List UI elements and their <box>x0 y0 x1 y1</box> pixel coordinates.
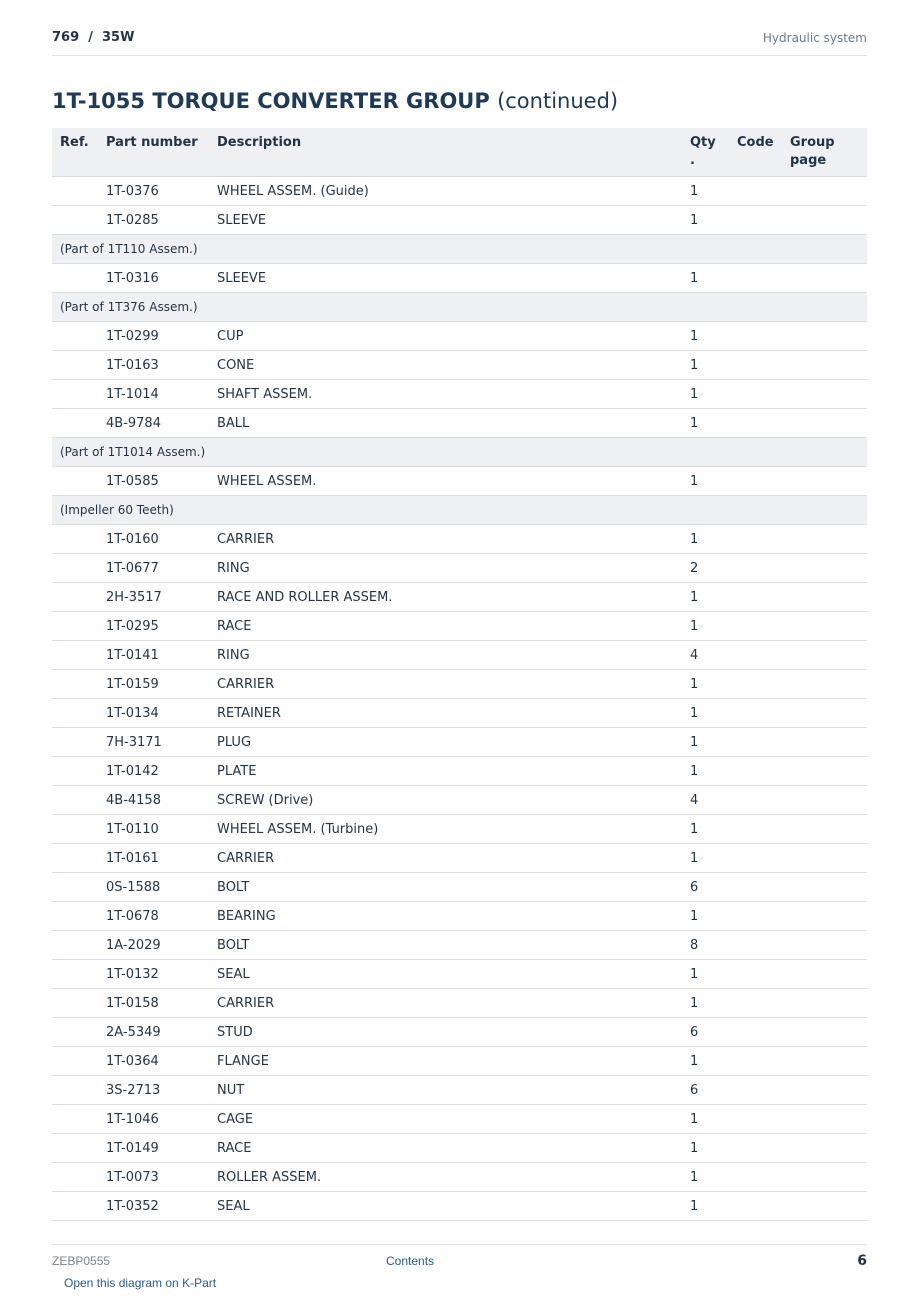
part-number-cell: 1T-0285 <box>106 213 159 228</box>
description-cell: SCREW (Drive) <box>217 793 314 808</box>
description-cell: CUP <box>217 329 244 344</box>
description-cell: PLUG <box>217 735 252 750</box>
description-cell: SHAFT ASSEM. <box>217 387 313 402</box>
description-cell: CONE <box>217 358 255 373</box>
part-number-cell: 1T-1014 <box>106 387 159 402</box>
qty-cell: 1 <box>690 329 699 344</box>
column-header-description: Description <box>217 135 302 150</box>
page-header <box>52 28 867 56</box>
part-number-cell: 1T-0158 <box>106 996 159 1011</box>
note-text: (Part of 1T1014 Assem.) <box>60 445 206 459</box>
table-row <box>52 873 867 902</box>
description-cell: BEARING <box>217 909 276 924</box>
table-row <box>52 641 867 670</box>
description-cell: RACE AND ROLLER ASSEM. <box>217 590 393 605</box>
part-number-cell: 1T-0585 <box>106 474 159 489</box>
part-number-cell: 1T-0352 <box>106 1199 159 1214</box>
part-number-cell: 4B-9784 <box>106 416 161 431</box>
table-row <box>52 960 867 989</box>
column-header-group-page: Group page <box>790 135 835 168</box>
qty-cell: 8 <box>690 938 699 953</box>
table-row <box>52 612 867 641</box>
qty-cell: 2 <box>690 561 699 576</box>
parts-table <box>52 128 867 1221</box>
qty-cell: 1 <box>690 677 699 692</box>
table-row <box>52 1105 867 1134</box>
qty-cell: 1 <box>690 1170 699 1185</box>
part-number-cell: 1T-0132 <box>106 967 159 982</box>
qty-cell: 1 <box>690 909 699 924</box>
table-row <box>52 844 867 873</box>
part-number-cell: 2A-5349 <box>106 1025 161 1040</box>
column-header-part-number: Part number <box>106 135 198 150</box>
qty-cell: 1 <box>690 474 699 489</box>
column-header-qty: Qty . <box>690 135 716 168</box>
note-text: (Part of 1T376 Assem.) <box>60 300 198 314</box>
table-header <box>52 128 867 177</box>
table-row <box>52 786 867 815</box>
description-cell: PLATE <box>217 764 257 779</box>
description-cell: ROLLER ASSEM. <box>217 1170 322 1185</box>
description-cell: RING <box>217 561 250 576</box>
description-cell: BALL <box>217 416 250 431</box>
title-main: 1T-1055 TORQUE CONVERTER GROUP <box>52 89 490 113</box>
part-number-cell: 0S-1588 <box>106 880 161 895</box>
table-row <box>52 989 867 1018</box>
part-number-cell: 1T-0149 <box>106 1141 159 1156</box>
table-row <box>52 931 867 960</box>
table-row <box>52 583 867 612</box>
table-row <box>52 409 867 438</box>
page-title <box>52 89 618 113</box>
qty-cell: 4 <box>690 648 699 663</box>
description-cell: SLEEVE <box>217 213 267 228</box>
part-number-cell: 4B-4158 <box>106 793 161 808</box>
part-number-cell: 1T-1046 <box>106 1112 159 1127</box>
qty-cell: 1 <box>690 764 699 779</box>
qty-cell: 1 <box>690 1199 699 1214</box>
qty-cell: 4 <box>690 793 699 808</box>
description-cell: RETAINER <box>217 706 281 721</box>
document-code: ZEBP0555 <box>52 1254 111 1268</box>
qty-cell: 1 <box>690 967 699 982</box>
description-cell: RING <box>217 648 250 663</box>
table-row <box>52 351 867 380</box>
table-row <box>52 757 867 786</box>
table-row <box>52 902 867 931</box>
part-number-cell: 1T-0364 <box>106 1054 159 1069</box>
table-row <box>52 177 867 206</box>
qty-cell: 1 <box>690 590 699 605</box>
description-cell: WHEEL ASSEM. (Turbine) <box>217 822 379 837</box>
qty-cell: 1 <box>690 416 699 431</box>
qty-cell: 1 <box>690 213 699 228</box>
part-number-cell: 3S-2713 <box>106 1083 161 1098</box>
part-number-cell: 1T-0677 <box>106 561 159 576</box>
table-note-row <box>52 293 867 322</box>
page-footer <box>52 1244 867 1275</box>
description-cell: BOLT <box>217 880 250 895</box>
note-text: (Impeller 60 Teeth) <box>60 503 174 517</box>
part-number-cell: 1T-0134 <box>106 706 159 721</box>
qty-cell: 1 <box>690 1112 699 1127</box>
table-row <box>52 206 867 235</box>
description-cell: CARRIER <box>217 851 275 866</box>
table-row <box>52 554 867 583</box>
description-cell: CARRIER <box>217 996 275 1011</box>
contents-link[interactable]: Contents <box>386 1254 435 1268</box>
qty-cell: 1 <box>690 271 699 286</box>
note-text: (Part of 1T110 Assem.) <box>60 242 198 256</box>
column-header-ref: Ref. <box>60 135 89 150</box>
part-number-cell: 1T-0141 <box>106 648 159 663</box>
model-label: 769 / 35W <box>52 30 135 45</box>
qty-cell: 6 <box>690 1025 699 1040</box>
table-row <box>52 815 867 844</box>
description-cell: SLEEVE <box>217 271 267 286</box>
qty-cell: 6 <box>690 880 699 895</box>
part-number-cell: 1T-0678 <box>106 909 159 924</box>
qty-cell: 1 <box>690 996 699 1011</box>
table-row <box>52 525 867 554</box>
table-note-row <box>52 235 867 264</box>
table-row <box>52 1018 867 1047</box>
table-row <box>52 1134 867 1163</box>
qty-cell: 1 <box>690 822 699 837</box>
part-number-cell: 1T-0159 <box>106 677 159 692</box>
description-cell: CARRIER <box>217 532 275 547</box>
description-cell: STUD <box>217 1025 253 1040</box>
description-cell: BOLT <box>217 938 250 953</box>
column-header-code: Code <box>737 135 774 150</box>
description-cell: SEAL <box>217 967 250 982</box>
section-label: Hydraulic system <box>762 31 867 45</box>
part-number-cell: 2H-3517 <box>106 590 162 605</box>
qty-cell: 1 <box>690 706 699 721</box>
qty-cell: 1 <box>690 532 699 547</box>
part-number-cell: 1T-0299 <box>106 329 159 344</box>
qty-cell: 1 <box>690 1141 699 1156</box>
qty-cell: 1 <box>690 619 699 634</box>
title-suffix: (continued) <box>497 89 619 113</box>
table-row <box>52 728 867 757</box>
part-number-cell: 7H-3171 <box>106 735 162 750</box>
description-cell: SEAL <box>217 1199 250 1214</box>
table-body <box>52 177 867 1221</box>
table-row <box>52 467 867 496</box>
page-number: 6 <box>857 1253 867 1269</box>
part-number-cell: 1T-0376 <box>106 184 159 199</box>
qty-cell: 1 <box>690 387 699 402</box>
description-cell: RACE <box>217 619 252 634</box>
table-note-row <box>52 496 867 525</box>
table-row <box>52 699 867 728</box>
table-row <box>52 1163 867 1192</box>
description-cell: RACE <box>217 1141 252 1156</box>
table-note-row <box>52 438 867 467</box>
part-number-cell: 1A-2029 <box>106 938 161 953</box>
qty-cell: 6 <box>690 1083 699 1098</box>
table-row <box>52 670 867 699</box>
table-row <box>52 1076 867 1105</box>
part-number-cell: 1T-0295 <box>106 619 159 634</box>
table-row <box>52 264 867 293</box>
description-cell: CARRIER <box>217 677 275 692</box>
description-cell: NUT <box>217 1083 245 1098</box>
qty-cell: 1 <box>690 735 699 750</box>
table-row <box>52 1192 867 1221</box>
part-number-cell: 1T-0163 <box>106 358 159 373</box>
description-cell: WHEEL ASSEM. (Guide) <box>217 184 369 199</box>
table-row <box>52 380 867 409</box>
part-number-cell: 1T-0160 <box>106 532 159 547</box>
part-number-cell: 1T-0316 <box>106 271 159 286</box>
part-number-cell: 1T-0073 <box>106 1170 159 1185</box>
description-cell: CAGE <box>217 1112 254 1127</box>
qty-cell: 1 <box>690 1054 699 1069</box>
description-cell: WHEEL ASSEM. <box>217 474 317 489</box>
qty-cell: 1 <box>690 358 699 373</box>
kpart-link[interactable]: Open this diagram on K-Part <box>64 1276 217 1290</box>
part-number-cell: 1T-0110 <box>106 822 159 837</box>
qty-cell: 1 <box>690 184 699 199</box>
qty-cell: 1 <box>690 851 699 866</box>
part-number-cell: 1T-0161 <box>106 851 159 866</box>
description-cell: FLANGE <box>217 1054 269 1069</box>
part-number-cell: 1T-0142 <box>106 764 159 779</box>
table-row <box>52 322 867 351</box>
table-row <box>52 1047 867 1076</box>
